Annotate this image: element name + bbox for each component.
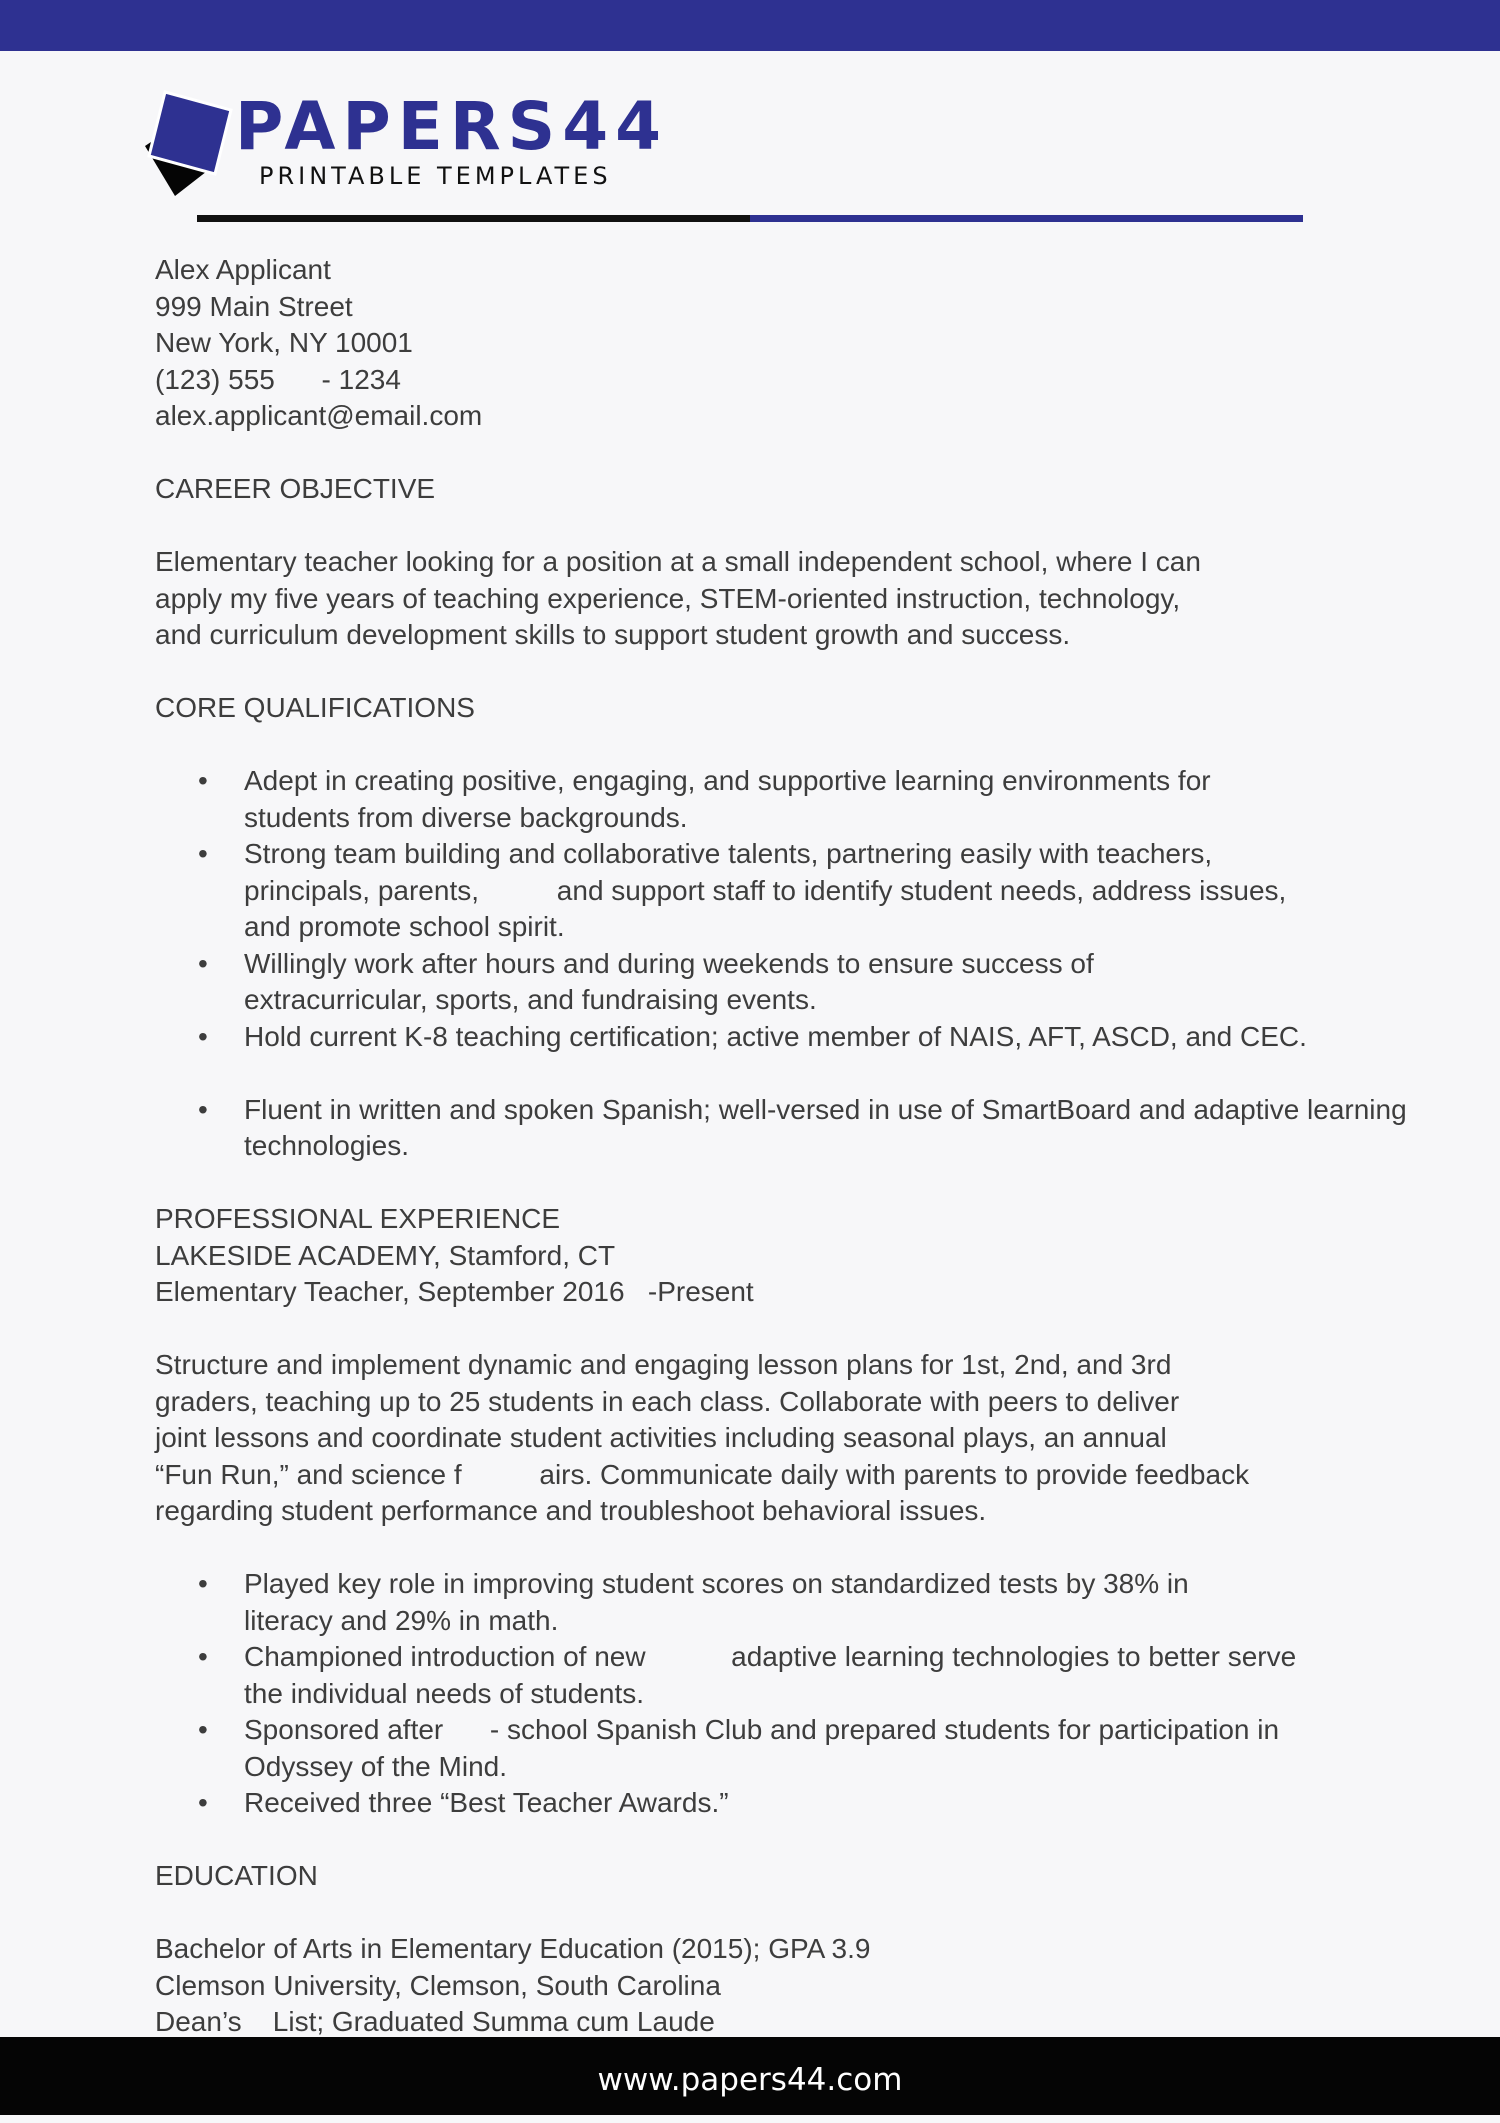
list-item [155, 1785, 1425, 1822]
brand-logo [145, 88, 669, 208]
list-item-line: extracurricular, sports, and fundraising events. [244, 984, 817, 1015]
list-item [155, 1566, 1425, 1639]
experience-list [155, 1566, 1425, 1822]
role-line: Elementary Teacher, September 2016 -Present [155, 1276, 754, 1307]
list-item [155, 1019, 1425, 1056]
list-item-line: the individual needs of students. [244, 1677, 645, 1709]
education-line: Dean’s List; Graduated Summa cum Laude [155, 2006, 715, 2037]
city-state-zip: New York, NY 10001 [155, 327, 413, 358]
header-rule-blue [750, 215, 1303, 222]
objective-line: apply my five years of teaching experience, STEM-oriented instruction, technology, [155, 582, 1181, 614]
experience-summary [155, 1347, 1425, 1530]
list-item [155, 1092, 1425, 1165]
summary-line: graders, teaching up to 25 students in each class. Collaborate with peers to deliver [155, 1385, 1180, 1417]
resume-body [155, 252, 1425, 2041]
employer-line: LAKESIDE ACADEMY, Stamford, CT [155, 1239, 616, 1271]
list-item [155, 836, 1425, 946]
summary-line: regarding student performance and troubleshoot behavioral issues. [155, 1495, 987, 1526]
list-item-line: students from diverse backgrounds. [244, 801, 688, 833]
contact-block [155, 252, 1425, 435]
list-item-line: Odyssey of the Mind. [244, 1750, 508, 1782]
summary-line: Structure and implement dynamic and engaging lesson plans for 1st, 2nd, and 3rd [155, 1349, 1172, 1380]
list-item [155, 1639, 1425, 1712]
objective-heading: CAREER OBJECTIVE [155, 473, 436, 504]
list-item-line: • Adept in creating positive, engaging, and supportive learning environments for [244, 765, 1211, 796]
list-item [155, 946, 1425, 1019]
list-item-line: • Sponsored after - school Spanish Club and prepared students for participation in [244, 1714, 1280, 1745]
list-item-line: principals, parents, and support staff to identify student needs, address issues, [244, 874, 1287, 906]
list-item-line: • Championed introduction of new adaptive learning technologies to better serve [244, 1641, 1297, 1672]
phone-number: (123) 555 - 1234 [155, 363, 401, 395]
list-item [155, 1712, 1425, 1785]
education-line: Bachelor of Arts in Elementary Education (2015); GPA 3.9 [155, 1933, 871, 1964]
summary-line: joint lessons and coordinate student activities including seasonal plays, an annual [155, 1422, 1167, 1453]
brand-tagline: PRINTABLE TEMPLATES [259, 162, 612, 190]
list-item-line: • Played key role in improving student scores on standardized tests by 38% in [244, 1568, 1189, 1599]
list-item-line: technologies. [244, 1130, 410, 1161]
qualifications-list [155, 763, 1425, 1165]
list-item-line: • Willingly work after hours and during weekends to ensure success of [244, 947, 1094, 979]
education-heading: EDUCATION [155, 1860, 318, 1891]
list-item-line: • Strong team building and collaborative talents, partnering easily with teachers, [244, 838, 1213, 869]
education-line: Clemson University, Clemson, South Carolina [155, 1969, 721, 2001]
objective-line: and curriculum development skills to support student growth and success. [155, 619, 1071, 650]
objective-text [155, 544, 1425, 654]
street-address: 999 Main Street [155, 290, 353, 322]
objective-line: Elementary teacher looking for a position at a small independent school, where I can [155, 546, 1201, 577]
qualifications-heading: CORE QUALIFICATIONS [155, 692, 475, 723]
list-item-line: literacy and 29% in math. [244, 1604, 559, 1636]
education-block [155, 1931, 1425, 2041]
footer-website-link[interactable]: www.papers44.com [597, 2062, 903, 2098]
list-item [155, 763, 1425, 836]
logo-mark-icon [145, 88, 235, 198]
summary-line: “Fun Run,” and science f airs. Communicate daily with parents to provide feedback [155, 1458, 1250, 1490]
header-rule-black [197, 215, 750, 222]
experience-heading: PROFESSIONAL EXPERIENCE [155, 1203, 561, 1234]
email-address: alex.applicant@email.com [155, 400, 483, 431]
list-item-line: • Fluent in written and spoken Spanish; well-versed in use of SmartBoard and adaptive learning [244, 1093, 1407, 1125]
applicant-name: Alex Applicant [155, 254, 331, 285]
top-color-band [0, 0, 1500, 51]
brand-name: PAPERS44 [235, 88, 669, 165]
list-item-line: and promote school spirit. [244, 911, 565, 942]
list-item-line: • Hold current K-8 teaching certification; active member of NAIS, AFT, ASCD, and CEC. [244, 1020, 1307, 1052]
footer-bar [0, 2037, 1500, 2115]
list-item-line: • Received three “Best Teacher Awards.” [244, 1787, 729, 1818]
